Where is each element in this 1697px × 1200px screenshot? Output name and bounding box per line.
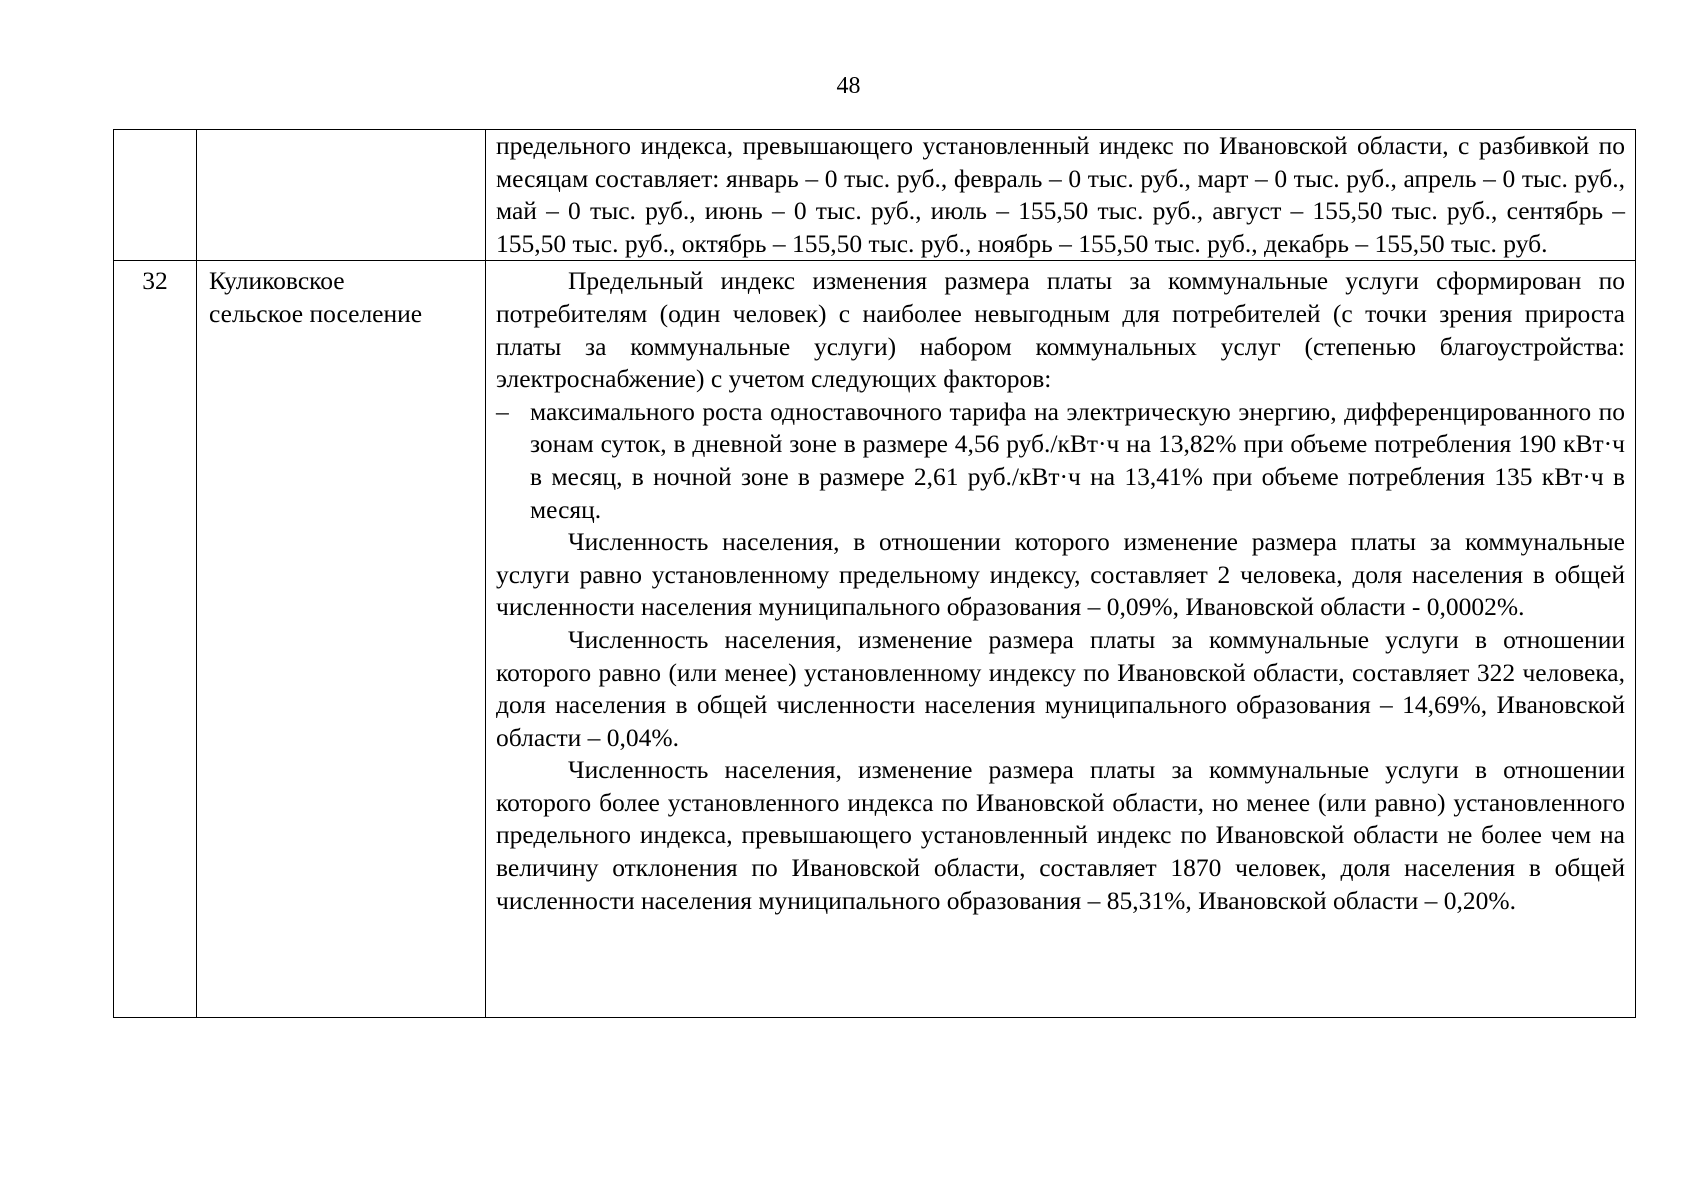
factor-text: максимального роста одноставочного тарифа на электрическую энергию, дифференцированного по зонам суток, в дневной зоне в размере 4,56 руб./кВт·ч на 13,82% при объеме потребления 190 кВт·ч в месяц, в ночной зоне в размере 2,61 руб./кВт·ч на 13,41% при объеме потребления 135 кВт·ч в месяц. bbox=[530, 396, 1625, 524]
description-cell bbox=[486, 261, 1636, 1018]
factor-list-item bbox=[496, 396, 1625, 526]
population-paragraph: Численность населения, в отношении которого изменение размера платы за коммунальные услуги равно установленному предельному индексу, составляет 2 человека, доля населения в общей численности населения муниципального образования – 0,09%, Ивановской области - 0,0002%. bbox=[496, 527, 1625, 622]
description-cell bbox=[486, 130, 1636, 261]
population-paragraph: Численность населения, изменение размера платы за коммунальные услуги в отношении которого более установленного индекса по Ивановской области, но менее (или равно) установленного предельного индекса, превышающего установленный индекс по Ивановской области не более чем на величину отклонения по Ивановской области, составляет 1870 человек, доля населения в общей численности населения муниципального образования – 85,31%, Ивановской области – 0,20%. bbox=[496, 755, 1625, 915]
table-row bbox=[114, 261, 1636, 1018]
municipality-name-cell bbox=[197, 261, 486, 1018]
page-number: 48 bbox=[836, 73, 861, 99]
row-number-cell: 32 bbox=[114, 261, 197, 1018]
continued-paragraph: предельного индекса, превышающего установленный индекс по Ивановской области, с разбивкой по месяцам составляет: январь – 0 тыс. руб., февраль – 0 тыс. руб., март – 0 тыс. руб., апрель – 0 тыс. руб., май – 0 тыс. руб., июнь – 0 тыс. руб., июль – 155,50 тыс. руб., август – 155,50 тыс. руб., сентябрь – 155,50 тыс. руб., октябрь – 155,50 тыс. руб., ноябрь – 155,50 тыс. руб., декабрь – 155,50 тыс. руб. bbox=[496, 131, 1625, 258]
municipality-name-cell bbox=[197, 130, 486, 261]
table-row bbox=[114, 130, 1636, 261]
index-description-paragraph: Предельный индекс изменения размера платы за коммунальные услуги сформирован по потребителям (один человек) с наиболее невыгодным для потребителей (с точки зрения прироста платы за коммунальные услуги) набором коммунальных услуг (степенью благоустройства: электроснабжение) с учетом следующих факторов: bbox=[496, 266, 1625, 394]
population-paragraph: Численность населения, изменение размера платы за коммунальные услуги в отношении которого равно (или менее) установленному индексу по Ивановской области, составляет 322 человека, доля населения в общей численности населения муниципального образования – 14,69%, Ивановской области – 0,04%. bbox=[496, 624, 1625, 752]
municipality-name-line: Куликовское bbox=[209, 266, 345, 296]
row-number-cell bbox=[114, 130, 197, 261]
municipality-name-line: сельское поселение bbox=[209, 298, 423, 328]
document-table bbox=[113, 129, 1636, 1018]
list-dash: – bbox=[496, 396, 509, 426]
